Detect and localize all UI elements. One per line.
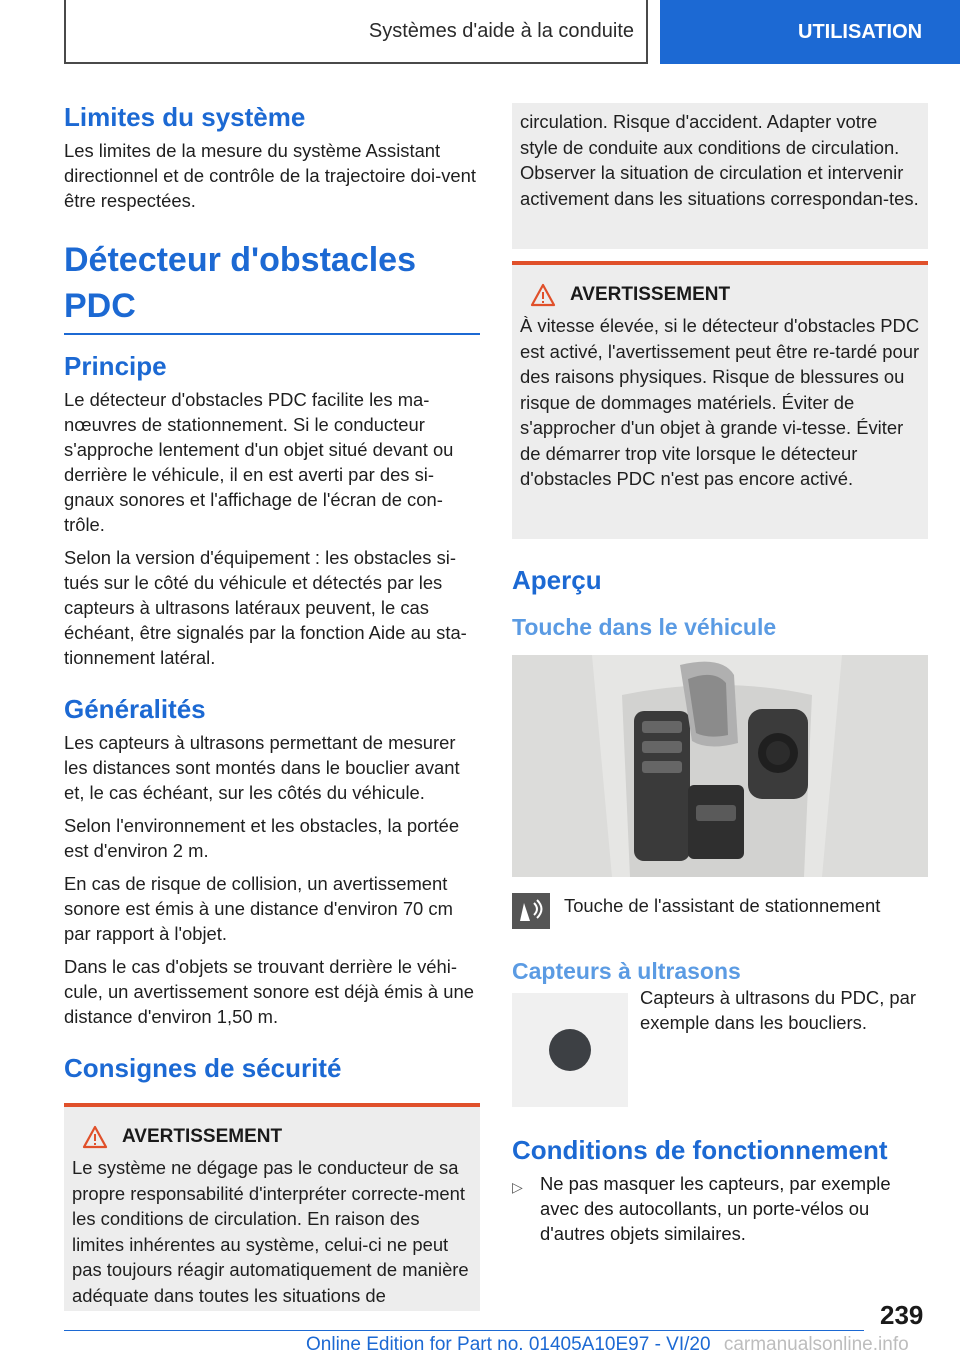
footer-watermark: carmanualsonline.info xyxy=(723,1334,909,1355)
limits-heading: Limites du système xyxy=(64,102,306,132)
list-item-text: Ne pas masquer les capteurs, par exemple avec des autocollants, un porte-vélos ou d'autres objets similaires. xyxy=(540,1173,891,1244)
footer-edition xyxy=(306,1334,909,1356)
warning-triangle-icon xyxy=(82,1125,108,1149)
header-section xyxy=(64,0,648,64)
warning-title-2 xyxy=(530,283,920,307)
page-number: 239 xyxy=(880,1300,924,1330)
warning-title-1 xyxy=(82,1125,472,1149)
parking-assistant-icon xyxy=(512,893,550,929)
conditions-list xyxy=(512,1171,928,1246)
pdc-heading: Détecteur d'obstacles PDC xyxy=(64,237,480,335)
sensor-dot-icon xyxy=(549,1029,591,1071)
capteurs-text: Capteurs à ultrasons du PDC, par exemple dans les boucliers. xyxy=(640,987,916,1033)
warning-text-1: Le système ne dégage pas le conducteur de sa propre responsabilité d'interpréter correcte-ment les conditions de circulation. En raison des limites inhérentes au système, celui-ci ne peut pas toujours réagir automatiquement de manière adéquate dans toutes les situations de xyxy=(72,1157,469,1306)
header-tab-label: UTILISATION xyxy=(798,20,923,43)
sensor-row xyxy=(512,987,928,1107)
generalites-heading: Généralités xyxy=(64,694,206,724)
center-console-photo xyxy=(512,655,928,877)
list-item xyxy=(512,1171,928,1246)
center-console-illustration xyxy=(512,655,928,877)
gen-p2: Selon l'environnement et les obstacles, la portée est d'environ 2 m. xyxy=(64,815,460,861)
gen-p1: Les capteurs à ultrasons permettant de mesurer les distances sont montés dans le bouclier avant et, le cas échéant, sur les côtés du véhicule. xyxy=(64,732,460,803)
pdc-button-row xyxy=(512,893,928,929)
footer-edition-text: Online Edition for Part no. 01405A10E97 - VI/20 xyxy=(306,1334,711,1355)
warning-title-1-text: AVERTISSEMENT xyxy=(122,1126,283,1147)
left-column xyxy=(64,100,480,1311)
warning-triangle-icon xyxy=(530,283,556,307)
warning-box-1 xyxy=(64,1103,480,1311)
conditions-heading: Conditions de fonctionnement xyxy=(512,1135,888,1165)
gen-p3: En cas de risque de collision, un avertissement sonore est émis à une distance d'environ 70 cm par rapport à l'objet. xyxy=(64,873,453,944)
warning-title-2-text: AVERTISSEMENT xyxy=(570,284,731,305)
triangle-bullet-icon: ▷ xyxy=(512,1179,523,1195)
touche-caption: Touche de l'assistant de stationnement xyxy=(564,895,881,916)
principe-p2: Selon la version d'équipement : les obstacles si-tués sur le côté du véhicule et détectés par les capteurs à ultrasons latéraux peuvent, le cas échéant, être signalés par la fonction Aide au sta-tionnement latéral. xyxy=(64,547,467,668)
touche-heading: Touche dans le véhicule xyxy=(512,614,777,640)
principe-p1: Le détecteur d'obstacles PDC facilite les ma-nœuvres de stationnement. Si le conducteur s'approche lentement d'un objet situé devant ou derrière le véhicule, il en est averti par des si-gnaux sonores et l'affichage de l'écran de con-trôle. xyxy=(64,389,454,535)
warning-text-1-cont: circulation. Risque d'accident. Adapter votre style de conduite aux conditions de circulation. Observer la situation de circulation et intervenir activement dans les situations correspondan-tes. xyxy=(520,111,919,209)
gen-p4: Dans le cas d'objets se trouvant derrière le véhi-cule, un avertissement sonore est déjà émis à une distance d'environ 1,50 m. xyxy=(64,956,474,1027)
header-section-title: Systèmes d'aide à la conduite xyxy=(368,19,634,42)
principe-heading: Principe xyxy=(64,351,167,381)
apercu-heading: Aperçu xyxy=(512,565,602,595)
footer-divider xyxy=(64,1330,864,1331)
capteurs-heading: Capteurs à ultrasons xyxy=(512,958,741,984)
warning-text-2: À vitesse élevée, si le détecteur d'obstacles PDC est activé, l'avertissement peut être re-tardé pour des raisons physiques. Risque de blessures ou risque de dommages matériels. Éviter de s'approcher d'un objet à grande vi-tesse. Éviter de démarrer trop vite lorsque le détecteur d'obstacles PDC n'est pas encore activé. xyxy=(520,315,920,489)
header-tab xyxy=(660,0,960,64)
right-column xyxy=(512,103,928,1246)
limits-text: Les limites de la mesure du système Assistant directionnel et de contrôle de la trajectoire doi-vent être respectées. xyxy=(64,140,476,211)
consignes-heading: Consignes de sécurité xyxy=(64,1053,342,1083)
warning-box-1-cont xyxy=(512,103,928,249)
ultrasonic-sensor-image xyxy=(512,993,628,1107)
warning-box-2 xyxy=(512,261,928,539)
